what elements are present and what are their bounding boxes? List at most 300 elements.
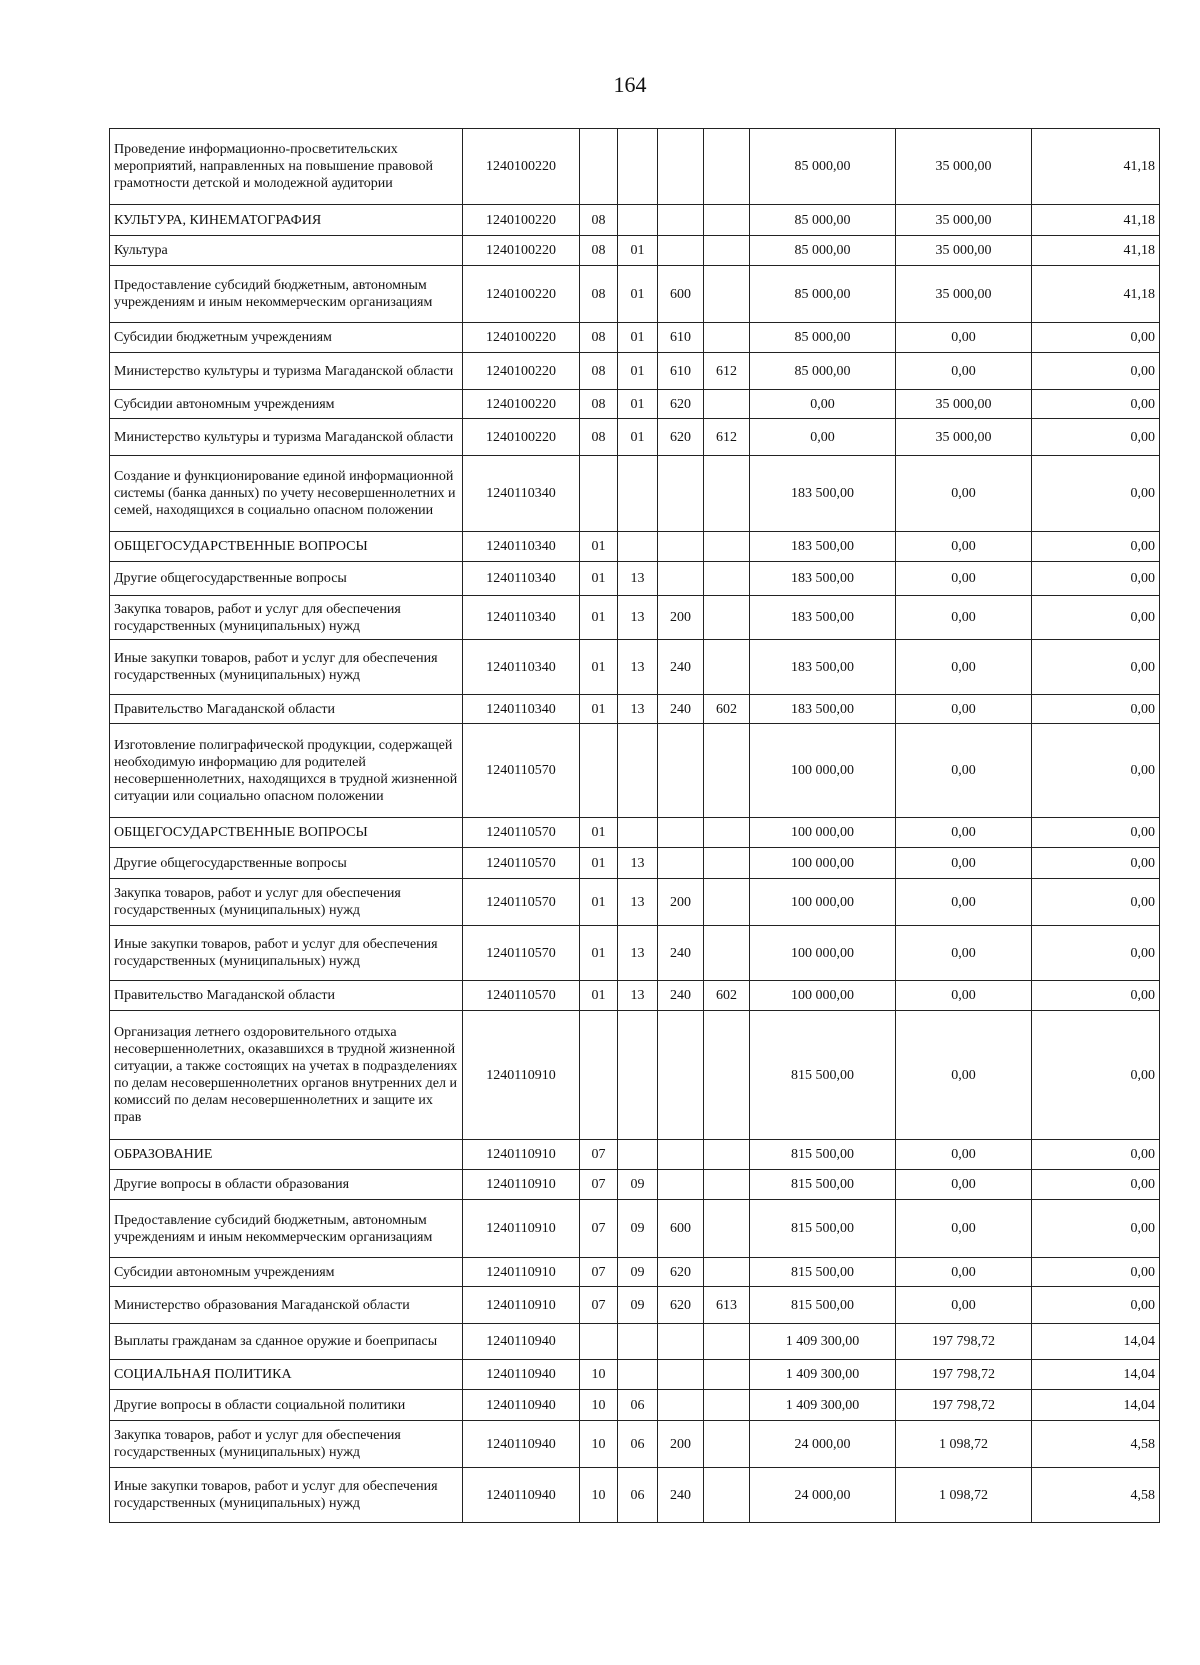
expense-type-cell [658, 532, 704, 562]
section-code-cell: 08 [580, 353, 618, 390]
table-row [110, 879, 1160, 926]
administrator-code-cell [704, 848, 750, 879]
subsection-code-cell [618, 1140, 658, 1170]
table-row [110, 1140, 1160, 1170]
plan-amount-cell: 100 000,00 [750, 818, 896, 848]
expense-type-cell: 620 [658, 1258, 704, 1287]
section-code-cell: 08 [580, 323, 618, 353]
actual-amount-cell: 0,00 [896, 596, 1032, 640]
expense-type-cell: 620 [658, 419, 704, 456]
expense-name-cell: Министерство образования Магаданской области [110, 1287, 463, 1324]
plan-amount-cell: 815 500,00 [750, 1011, 896, 1140]
actual-amount-cell: 35 000,00 [896, 419, 1032, 456]
section-code-cell: 01 [580, 848, 618, 879]
section-code-cell: 08 [580, 419, 618, 456]
execution-percent-cell: 0,00 [1032, 532, 1160, 562]
subsection-code-cell: 06 [618, 1390, 658, 1421]
plan-amount-cell: 100 000,00 [750, 926, 896, 981]
execution-percent-cell: 0,00 [1032, 419, 1160, 456]
execution-percent-cell: 0,00 [1032, 1140, 1160, 1170]
table-row [110, 390, 1160, 419]
target-article-cell: 1240100220 [463, 266, 580, 323]
execution-percent-cell: 4,58 [1032, 1468, 1160, 1523]
administrator-code-cell: 602 [704, 695, 750, 724]
table-row [110, 1170, 1160, 1200]
administrator-code-cell [704, 1421, 750, 1468]
expense-name-cell: Другие вопросы в области социальной политики [110, 1390, 463, 1421]
table-row [110, 419, 1160, 456]
plan-amount-cell: 815 500,00 [750, 1140, 896, 1170]
expense-name-cell: ОБЩЕГОСУДАРСТВЕННЫЕ ВОПРОСЫ [110, 532, 463, 562]
section-code-cell [580, 129, 618, 205]
subsection-code-cell [618, 1011, 658, 1140]
administrator-code-cell [704, 1140, 750, 1170]
expense-name-cell: Иные закупки товаров, работ и услуг для обеспечения государственных (муниципальных) нужд [110, 926, 463, 981]
actual-amount-cell: 35 000,00 [896, 205, 1032, 236]
actual-amount-cell: 0,00 [896, 818, 1032, 848]
subsection-code-cell: 13 [618, 926, 658, 981]
subsection-code-cell: 13 [618, 562, 658, 596]
plan-amount-cell: 815 500,00 [750, 1200, 896, 1258]
administrator-code-cell [704, 562, 750, 596]
actual-amount-cell: 35 000,00 [896, 266, 1032, 323]
target-article-cell: 1240110910 [463, 1287, 580, 1324]
target-article-cell: 1240100220 [463, 419, 580, 456]
section-code-cell: 10 [580, 1390, 618, 1421]
administrator-code-cell [704, 879, 750, 926]
execution-percent-cell: 0,00 [1032, 456, 1160, 532]
administrator-code-cell [704, 1200, 750, 1258]
actual-amount-cell: 0,00 [896, 1140, 1032, 1170]
expense-name-cell: Другие общегосударственные вопросы [110, 562, 463, 596]
plan-amount-cell: 100 000,00 [750, 848, 896, 879]
subsection-code-cell [618, 456, 658, 532]
plan-amount-cell: 183 500,00 [750, 562, 896, 596]
execution-percent-cell: 0,00 [1032, 1200, 1160, 1258]
administrator-code-cell [704, 1324, 750, 1360]
target-article-cell: 1240110570 [463, 879, 580, 926]
plan-amount-cell: 183 500,00 [750, 532, 896, 562]
table-row [110, 129, 1160, 205]
actual-amount-cell: 0,00 [896, 1258, 1032, 1287]
target-article-cell: 1240110340 [463, 532, 580, 562]
expense-name-cell: Субсидии автономным учреждениям [110, 1258, 463, 1287]
expense-type-cell: 610 [658, 323, 704, 353]
target-article-cell: 1240110570 [463, 848, 580, 879]
target-article-cell: 1240110340 [463, 640, 580, 695]
table-row [110, 724, 1160, 818]
execution-percent-cell: 14,04 [1032, 1324, 1160, 1360]
target-article-cell: 1240110340 [463, 562, 580, 596]
expense-name-cell: Правительство Магаданской области [110, 981, 463, 1011]
expense-type-cell [658, 848, 704, 879]
administrator-code-cell [704, 818, 750, 848]
expense-name-cell: Проведение информационно-просветительских мероприятий, направленных на повышение правовой грамотности детской и молодежной аудитории [110, 129, 463, 205]
target-article-cell: 1240110570 [463, 818, 580, 848]
table-row [110, 323, 1160, 353]
expense-type-cell: 240 [658, 981, 704, 1011]
target-article-cell: 1240110910 [463, 1170, 580, 1200]
section-code-cell: 10 [580, 1421, 618, 1468]
target-article-cell: 1240100220 [463, 323, 580, 353]
table-row [110, 848, 1160, 879]
section-code-cell: 07 [580, 1170, 618, 1200]
subsection-code-cell: 13 [618, 596, 658, 640]
subsection-code-cell: 06 [618, 1421, 658, 1468]
plan-amount-cell: 815 500,00 [750, 1170, 896, 1200]
section-code-cell [580, 724, 618, 818]
expense-name-cell: Изготовление полиграфической продукции, содержащей необходимую информацию для родителей несовершеннолетних, находящихся в трудной жизненной ситуации или социально опасном положении [110, 724, 463, 818]
section-code-cell: 08 [580, 236, 618, 266]
table-row [110, 1258, 1160, 1287]
administrator-code-cell: 602 [704, 981, 750, 1011]
table-row [110, 1468, 1160, 1523]
table-row [110, 532, 1160, 562]
expense-type-cell [658, 1140, 704, 1170]
plan-amount-cell: 0,00 [750, 390, 896, 419]
subsection-code-cell: 01 [618, 390, 658, 419]
table-row [110, 818, 1160, 848]
expense-type-cell [658, 236, 704, 266]
actual-amount-cell: 0,00 [896, 1011, 1032, 1140]
actual-amount-cell: 0,00 [896, 456, 1032, 532]
administrator-code-cell [704, 1390, 750, 1421]
target-article-cell: 1240110940 [463, 1390, 580, 1421]
actual-amount-cell: 0,00 [896, 1200, 1032, 1258]
administrator-code-cell: 612 [704, 419, 750, 456]
execution-percent-cell: 0,00 [1032, 596, 1160, 640]
actual-amount-cell: 1 098,72 [896, 1421, 1032, 1468]
plan-amount-cell: 183 500,00 [750, 695, 896, 724]
administrator-code-cell [704, 266, 750, 323]
actual-amount-cell: 0,00 [896, 640, 1032, 695]
administrator-code-cell [704, 456, 750, 532]
subsection-code-cell [618, 1360, 658, 1390]
table-row [110, 1421, 1160, 1468]
administrator-code-cell [704, 129, 750, 205]
target-article-cell: 1240110340 [463, 596, 580, 640]
section-code-cell: 08 [580, 205, 618, 236]
expense-type-cell [658, 456, 704, 532]
table-row [110, 456, 1160, 532]
administrator-code-cell [704, 390, 750, 419]
execution-percent-cell: 0,00 [1032, 818, 1160, 848]
administrator-code-cell [704, 1258, 750, 1287]
section-code-cell: 10 [580, 1360, 618, 1390]
administrator-code-cell [704, 1011, 750, 1140]
table-row [110, 1287, 1160, 1324]
administrator-code-cell [704, 724, 750, 818]
subsection-code-cell: 09 [618, 1258, 658, 1287]
plan-amount-cell: 100 000,00 [750, 724, 896, 818]
execution-percent-cell: 0,00 [1032, 926, 1160, 981]
subsection-code-cell [618, 205, 658, 236]
target-article-cell: 1240100220 [463, 390, 580, 419]
plan-amount-cell: 24 000,00 [750, 1421, 896, 1468]
expense-name-cell: Закупка товаров, работ и услуг для обеспечения государственных (муниципальных) нужд [110, 1421, 463, 1468]
plan-amount-cell: 85 000,00 [750, 205, 896, 236]
administrator-code-cell [704, 205, 750, 236]
table-row [110, 1011, 1160, 1140]
plan-amount-cell: 1 409 300,00 [750, 1324, 896, 1360]
plan-amount-cell: 85 000,00 [750, 353, 896, 390]
plan-amount-cell: 100 000,00 [750, 879, 896, 926]
expense-type-cell [658, 1324, 704, 1360]
execution-percent-cell: 0,00 [1032, 695, 1160, 724]
expense-type-cell [658, 818, 704, 848]
execution-percent-cell: 0,00 [1032, 879, 1160, 926]
expense-name-cell: Субсидии автономным учреждениям [110, 390, 463, 419]
target-article-cell: 1240100220 [463, 236, 580, 266]
section-code-cell: 07 [580, 1258, 618, 1287]
expense-type-cell: 200 [658, 879, 704, 926]
target-article-cell: 1240110570 [463, 981, 580, 1011]
expense-name-cell: Предоставление субсидий бюджетным, автономным учреждениям и иным некоммерческим организациям [110, 1200, 463, 1258]
execution-percent-cell: 0,00 [1032, 1258, 1160, 1287]
plan-amount-cell: 85 000,00 [750, 266, 896, 323]
expense-name-cell: Другие общегосударственные вопросы [110, 848, 463, 879]
actual-amount-cell: 0,00 [896, 724, 1032, 818]
actual-amount-cell: 197 798,72 [896, 1360, 1032, 1390]
table-row [110, 236, 1160, 266]
target-article-cell: 1240110910 [463, 1140, 580, 1170]
actual-amount-cell: 0,00 [896, 695, 1032, 724]
subsection-code-cell [618, 532, 658, 562]
table-row [110, 266, 1160, 323]
section-code-cell: 01 [580, 532, 618, 562]
expense-type-cell [658, 1390, 704, 1421]
expense-name-cell: Министерство культуры и туризма Магаданской области [110, 419, 463, 456]
plan-amount-cell: 85 000,00 [750, 323, 896, 353]
execution-percent-cell: 41,18 [1032, 266, 1160, 323]
section-code-cell: 01 [580, 596, 618, 640]
subsection-code-cell: 09 [618, 1287, 658, 1324]
expense-name-cell: Закупка товаров, работ и услуг для обеспечения государственных (муниципальных) нужд [110, 596, 463, 640]
administrator-code-cell [704, 640, 750, 695]
section-code-cell: 07 [580, 1200, 618, 1258]
target-article-cell: 1240110940 [463, 1324, 580, 1360]
section-code-cell [580, 1011, 618, 1140]
target-article-cell: 1240110570 [463, 724, 580, 818]
expense-name-cell: КУЛЬТУРА, КИНЕМАТОГРАФИЯ [110, 205, 463, 236]
execution-percent-cell: 0,00 [1032, 640, 1160, 695]
subsection-code-cell: 01 [618, 236, 658, 266]
table-row [110, 981, 1160, 1011]
actual-amount-cell: 0,00 [896, 1287, 1032, 1324]
execution-percent-cell: 0,00 [1032, 562, 1160, 596]
expense-type-cell [658, 1011, 704, 1140]
execution-percent-cell: 41,18 [1032, 129, 1160, 205]
expense-name-cell: Иные закупки товаров, работ и услуг для обеспечения государственных (муниципальных) нужд [110, 640, 463, 695]
subsection-code-cell: 09 [618, 1200, 658, 1258]
section-code-cell: 01 [580, 640, 618, 695]
administrator-code-cell [704, 1170, 750, 1200]
table-row [110, 596, 1160, 640]
table-row [110, 1324, 1160, 1360]
expense-name-cell: Правительство Магаданской области [110, 695, 463, 724]
actual-amount-cell: 0,00 [896, 532, 1032, 562]
section-code-cell: 01 [580, 879, 618, 926]
subsection-code-cell: 09 [618, 1170, 658, 1200]
subsection-code-cell: 13 [618, 981, 658, 1011]
actual-amount-cell: 0,00 [896, 926, 1032, 981]
expense-type-cell [658, 562, 704, 596]
table-row [110, 640, 1160, 695]
subsection-code-cell: 01 [618, 323, 658, 353]
administrator-code-cell [704, 926, 750, 981]
execution-percent-cell: 41,18 [1032, 236, 1160, 266]
expense-name-cell: Выплаты гражданам за сданное оружие и боеприпасы [110, 1324, 463, 1360]
expense-name-cell: ОБРАЗОВАНИЕ [110, 1140, 463, 1170]
section-code-cell: 08 [580, 266, 618, 323]
expense-name-cell: Культура [110, 236, 463, 266]
plan-amount-cell: 85 000,00 [750, 236, 896, 266]
target-article-cell: 1240110940 [463, 1421, 580, 1468]
actual-amount-cell: 0,00 [896, 562, 1032, 596]
execution-percent-cell: 0,00 [1032, 323, 1160, 353]
expense-name-cell: Министерство культуры и туризма Магаданской области [110, 353, 463, 390]
plan-amount-cell: 100 000,00 [750, 981, 896, 1011]
target-article-cell: 1240110910 [463, 1258, 580, 1287]
plan-amount-cell: 24 000,00 [750, 1468, 896, 1523]
plan-amount-cell: 85 000,00 [750, 129, 896, 205]
administrator-code-cell [704, 323, 750, 353]
expense-name-cell: Субсидии бюджетным учреждениям [110, 323, 463, 353]
expense-type-cell: 620 [658, 390, 704, 419]
subsection-code-cell [618, 1324, 658, 1360]
section-code-cell [580, 456, 618, 532]
table-row [110, 926, 1160, 981]
target-article-cell: 1240100220 [463, 353, 580, 390]
actual-amount-cell: 35 000,00 [896, 390, 1032, 419]
expense-name-cell: Иные закупки товаров, работ и услуг для обеспечения государственных (муниципальных) нужд [110, 1468, 463, 1523]
expense-type-cell: 600 [658, 266, 704, 323]
actual-amount-cell: 197 798,72 [896, 1324, 1032, 1360]
section-code-cell: 01 [580, 695, 618, 724]
expense-type-cell: 200 [658, 596, 704, 640]
plan-amount-cell: 1 409 300,00 [750, 1390, 896, 1421]
plan-amount-cell: 183 500,00 [750, 456, 896, 532]
expense-name-cell: СОЦИАЛЬНАЯ ПОЛИТИКА [110, 1360, 463, 1390]
administrator-code-cell [704, 236, 750, 266]
expense-name-cell: Другие вопросы в области образования [110, 1170, 463, 1200]
execution-percent-cell: 0,00 [1032, 981, 1160, 1011]
subsection-code-cell: 01 [618, 419, 658, 456]
expense-type-cell: 620 [658, 1287, 704, 1324]
target-article-cell: 1240110340 [463, 695, 580, 724]
actual-amount-cell: 1 098,72 [896, 1468, 1032, 1523]
subsection-code-cell [618, 129, 658, 205]
section-code-cell: 01 [580, 562, 618, 596]
actual-amount-cell: 0,00 [896, 1170, 1032, 1200]
section-code-cell: 01 [580, 818, 618, 848]
target-article-cell: 1240100220 [463, 205, 580, 236]
subsection-code-cell: 01 [618, 353, 658, 390]
expense-name-cell: Создание и функционирование единой информационной системы (банка данных) по учету несовершеннолетних и семей, находящихся в социально опасном положении [110, 456, 463, 532]
table-row [110, 1390, 1160, 1421]
actual-amount-cell: 197 798,72 [896, 1390, 1032, 1421]
section-code-cell: 08 [580, 390, 618, 419]
section-code-cell: 01 [580, 981, 618, 1011]
subsection-code-cell: 01 [618, 266, 658, 323]
subsection-code-cell: 13 [618, 848, 658, 879]
subsection-code-cell: 13 [618, 695, 658, 724]
section-code-cell: 07 [580, 1287, 618, 1324]
target-article-cell: 1240110940 [463, 1360, 580, 1390]
administrator-code-cell [704, 596, 750, 640]
expense-name-cell: Организация летнего оздоровительного отдыха несовершеннолетних, оказавшихся в трудной жизненной ситуации, а также состоящих на учетах в подразделениях по делам несовершеннолетних органов внутренних дел и комиссий по делам несовершеннолетних и защите их прав [110, 1011, 463, 1140]
target-article-cell: 1240100220 [463, 129, 580, 205]
expense-type-cell [658, 1170, 704, 1200]
execution-percent-cell: 4,58 [1032, 1421, 1160, 1468]
budget-table [109, 128, 1160, 1523]
section-code-cell: 01 [580, 926, 618, 981]
expense-type-cell: 240 [658, 1468, 704, 1523]
subsection-code-cell: 06 [618, 1468, 658, 1523]
execution-percent-cell: 0,00 [1032, 848, 1160, 879]
target-article-cell: 1240110340 [463, 456, 580, 532]
actual-amount-cell: 0,00 [896, 981, 1032, 1011]
expense-type-cell [658, 129, 704, 205]
administrator-code-cell [704, 532, 750, 562]
execution-percent-cell: 0,00 [1032, 353, 1160, 390]
target-article-cell: 1240110910 [463, 1011, 580, 1140]
expense-type-cell: 600 [658, 1200, 704, 1258]
execution-percent-cell: 0,00 [1032, 1170, 1160, 1200]
execution-percent-cell: 41,18 [1032, 205, 1160, 236]
subsection-code-cell [618, 818, 658, 848]
execution-percent-cell: 0,00 [1032, 1287, 1160, 1324]
subsection-code-cell [618, 724, 658, 818]
page-number: 164 [613, 72, 647, 97]
actual-amount-cell: 0,00 [896, 879, 1032, 926]
expense-name-cell: Закупка товаров, работ и услуг для обеспечения государственных (муниципальных) нужд [110, 879, 463, 926]
administrator-code-cell [704, 1468, 750, 1523]
plan-amount-cell: 183 500,00 [750, 640, 896, 695]
expense-type-cell: 240 [658, 926, 704, 981]
section-code-cell [580, 1324, 618, 1360]
actual-amount-cell: 0,00 [896, 353, 1032, 390]
expense-type-cell [658, 205, 704, 236]
plan-amount-cell: 815 500,00 [750, 1258, 896, 1287]
administrator-code-cell: 612 [704, 353, 750, 390]
table-row [110, 353, 1160, 390]
expense-name-cell: Предоставление субсидий бюджетным, автономным учреждениям и иным некоммерческим организациям [110, 266, 463, 323]
section-code-cell: 10 [580, 1468, 618, 1523]
execution-percent-cell: 0,00 [1032, 390, 1160, 419]
section-code-cell: 07 [580, 1140, 618, 1170]
execution-percent-cell: 0,00 [1032, 724, 1160, 818]
execution-percent-cell: 14,04 [1032, 1390, 1160, 1421]
table-row [110, 1200, 1160, 1258]
table-row [110, 205, 1160, 236]
subsection-code-cell: 13 [618, 879, 658, 926]
expense-type-cell: 240 [658, 640, 704, 695]
plan-amount-cell: 815 500,00 [750, 1287, 896, 1324]
expense-type-cell: 200 [658, 1421, 704, 1468]
execution-percent-cell: 14,04 [1032, 1360, 1160, 1390]
table-row [110, 695, 1160, 724]
budget-table-body [110, 129, 1160, 1523]
table-row [110, 562, 1160, 596]
target-article-cell: 1240110910 [463, 1200, 580, 1258]
table-row [110, 1360, 1160, 1390]
administrator-code-cell [704, 1360, 750, 1390]
plan-amount-cell: 183 500,00 [750, 596, 896, 640]
expense-type-cell: 610 [658, 353, 704, 390]
expense-name-cell: ОБЩЕГОСУДАРСТВЕННЫЕ ВОПРОСЫ [110, 818, 463, 848]
actual-amount-cell: 0,00 [896, 323, 1032, 353]
